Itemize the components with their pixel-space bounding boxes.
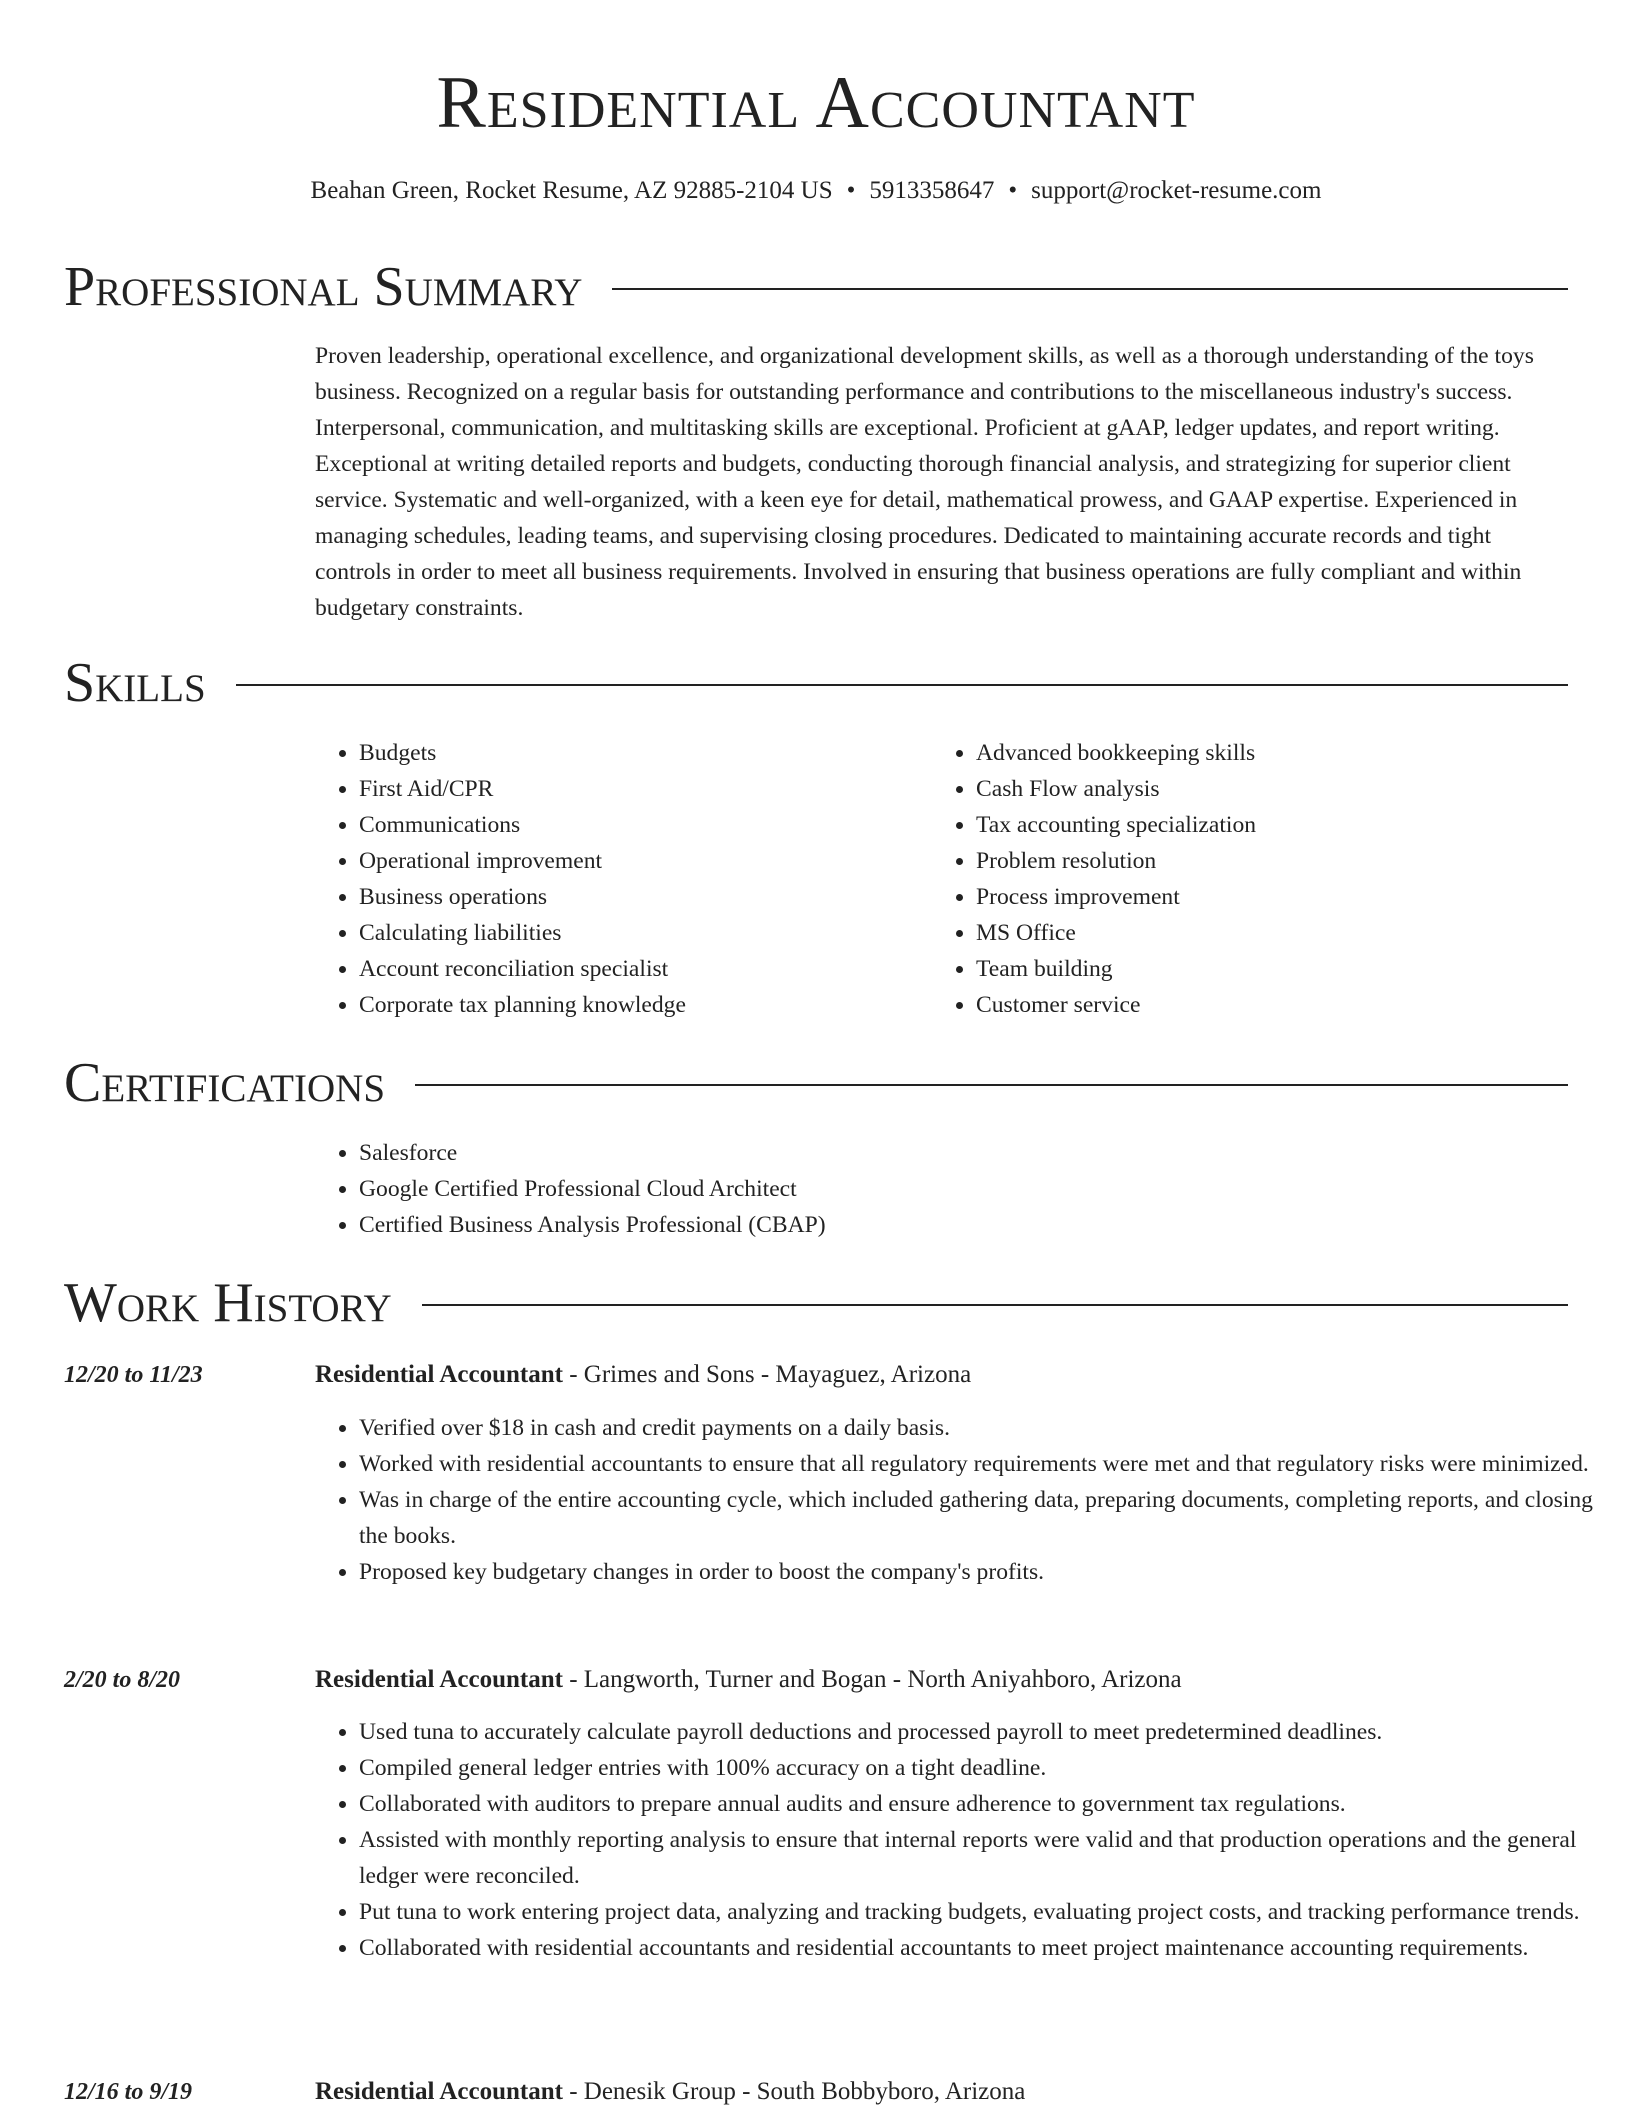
skill-item: • First Aid/CPR bbox=[359, 771, 919, 807]
section-header-summary bbox=[64, 252, 1568, 322]
contact-email: support@rocket-resume.com bbox=[1031, 177, 1322, 204]
job-dates: 12/20 to 11/23 bbox=[64, 1362, 203, 1388]
job-dates: 2/20 to 8/20 bbox=[64, 1667, 181, 1693]
job-employer: - Langworth, Turner and Bogan - North Aniyahboro, Arizona bbox=[562, 1666, 1182, 1693]
section-divider bbox=[415, 1084, 1568, 1086]
skill-item: • Budgets bbox=[359, 735, 919, 771]
job-bullet: • Verified over $18 in cash and credit payments on a daily basis. bbox=[359, 1410, 1609, 1446]
contact-phone: 5913358647 bbox=[869, 177, 995, 204]
job-bullet: • Collaborated with residential accountants and residential accountants to meet project maintenance accounting requirements. bbox=[359, 1930, 1609, 1966]
skills-list-right bbox=[932, 735, 1576, 1023]
skill-item: • Calculating liabilities bbox=[359, 915, 919, 951]
section-header-certifications bbox=[64, 1048, 1568, 1118]
skill-item: • Account reconciliation specialist bbox=[359, 951, 919, 987]
section-title-work-history: Work History bbox=[64, 1272, 392, 1334]
job-bullet: • Assisted with monthly reporting analysis to ensure that internal reports were valid and that production operations and the general ledger were reconciled. bbox=[359, 1822, 1609, 1894]
job-employer: - Denesik Group - South Bobbyboro, Arizona bbox=[562, 2078, 1026, 2105]
skill-item: • Process improvement bbox=[976, 879, 1576, 915]
job-employer: - Grimes and Sons - Mayaguez, Arizona bbox=[562, 1361, 972, 1388]
job-title: Residential Accountant bbox=[315, 1666, 563, 1693]
skill-item: • Team building bbox=[976, 951, 1576, 987]
skill-item: • Operational improvement bbox=[359, 843, 919, 879]
skill-item: • MS Office bbox=[976, 915, 1576, 951]
contact-line bbox=[0, 174, 1632, 208]
job-title: Residential Accountant bbox=[315, 1361, 563, 1388]
section-divider bbox=[612, 288, 1568, 290]
skill-item: • Cash Flow analysis bbox=[976, 771, 1576, 807]
job-heading bbox=[315, 2074, 1025, 2110]
section-title-skills: Skills bbox=[64, 652, 206, 714]
section-header-skills bbox=[64, 648, 1568, 718]
job-bullets bbox=[315, 1714, 1609, 1966]
skill-item: • Advanced bookkeeping skills bbox=[976, 735, 1576, 771]
skill-item: • Tax accounting specialization bbox=[976, 807, 1576, 843]
job-bullet: • Worked with residential accountants to ensure that all regulatory requirements were met and that regulatory risks were minimized. bbox=[359, 1446, 1609, 1482]
job-dates: 12/16 to 9/19 bbox=[64, 2079, 193, 2105]
skill-item: • Problem resolution bbox=[976, 843, 1576, 879]
section-header-work-history bbox=[64, 1268, 1568, 1338]
job-heading bbox=[315, 1357, 971, 1393]
certification-item: • Certified Business Analysis Professional (CBAP) bbox=[359, 1207, 1559, 1243]
job-bullet: • Proposed key budgetary changes in order to boost the company's profits. bbox=[359, 1554, 1609, 1590]
skill-item: • Business operations bbox=[359, 879, 919, 915]
resume-title: Residential Accountant bbox=[436, 62, 1196, 144]
skill-item: • Corporate tax planning knowledge bbox=[359, 987, 919, 1023]
job-bullet: • Used tuna to accurately calculate payroll deductions and processed payroll to meet predetermined deadlines. bbox=[359, 1714, 1609, 1750]
job-bullet: • Compiled general ledger entries with 100% accuracy on a tight deadline. bbox=[359, 1750, 1609, 1786]
certification-item: • Google Certified Professional Cloud Architect bbox=[359, 1171, 1559, 1207]
certification-item: • Salesforce bbox=[359, 1135, 1559, 1171]
summary-text: Proven leadership, operational excellence, and organizational development skills, as well as a thorough understanding of the toys business. Recognized on a regular basis for outstanding performance and contributions to the miscellaneous industry's success. Interpersonal, communication, and multitasking skills are exceptional. Proficient at gAAP, ledger updates, and report writing. Exceptional at writing detailed reports and budgets, conducting thorough financial analysis, and strategizing for superior client service. Systematic and well-organized, with a keen eye for detail, mathematical prowess, and GAAP expertise. Experienced in managing schedules, leading teams, and supervising closing procedures. Dedicated to maintaining accurate records and tight controls in order to meet all business requirements. Involved in ensuring that business operations are fully compliant and within budgetary constraints. bbox=[315, 343, 1534, 621]
contact-address: Beahan Green, Rocket Resume, AZ 92885-2104 US bbox=[310, 177, 833, 204]
section-title-summary: Professional Summary bbox=[64, 256, 583, 318]
job-bullet: • Was in charge of the entire accounting cycle, which included gathering data, preparing documents, completing reports, and closing the books. bbox=[359, 1482, 1609, 1554]
section-divider bbox=[236, 684, 1568, 686]
skill-item: • Communications bbox=[359, 807, 919, 843]
certifications-list bbox=[315, 1135, 1559, 1243]
job-heading bbox=[315, 1662, 1182, 1698]
section-title-certifications: Certifications bbox=[64, 1052, 386, 1114]
contact-separator: • bbox=[1008, 177, 1018, 204]
contact-separator: • bbox=[846, 177, 856, 204]
skills-list-left bbox=[315, 735, 919, 1023]
job-bullet: • Collaborated with auditors to prepare annual audits and ensure adherence to government tax regulations. bbox=[359, 1786, 1609, 1822]
job-title: Residential Accountant bbox=[315, 2078, 563, 2105]
job-bullet: • Put tuna to work entering project data, analyzing and tracking budgets, evaluating project costs, and tracking performance trends. bbox=[359, 1894, 1609, 1930]
section-divider bbox=[422, 1304, 1568, 1306]
skill-item: • Customer service bbox=[976, 987, 1576, 1023]
job-bullets bbox=[315, 1410, 1609, 1590]
